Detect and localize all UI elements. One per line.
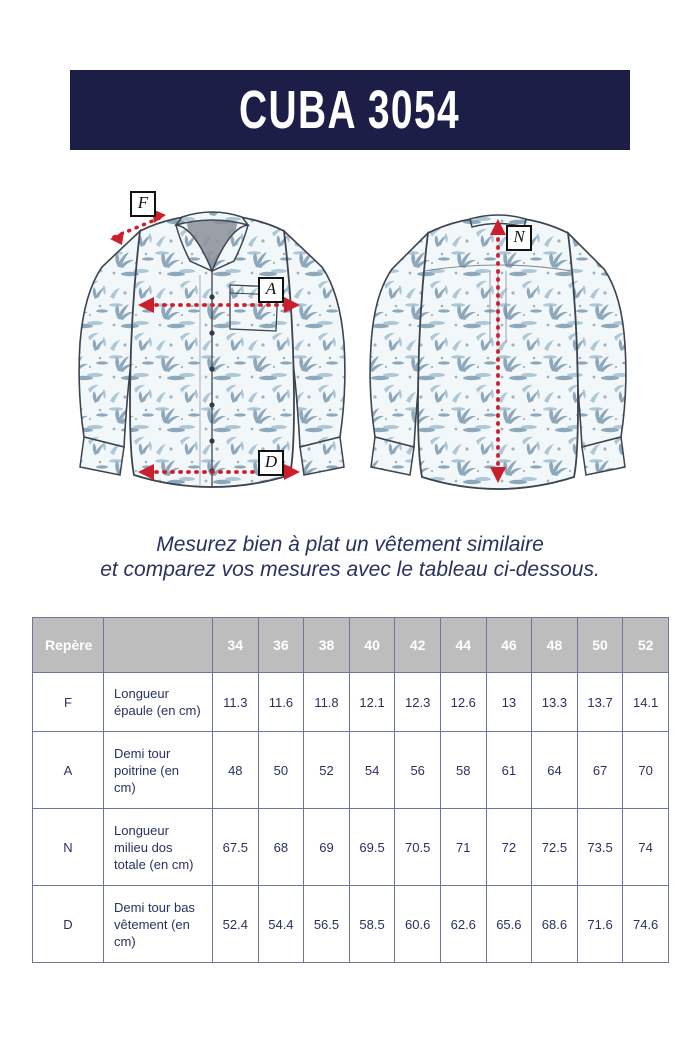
cell-value: 67 [577,732,623,809]
header-size-34: 34 [213,618,259,673]
header-size-48: 48 [532,618,578,673]
garment-illustrations [0,175,700,520]
cell-value: 54.4 [258,886,304,963]
header-row [33,618,669,673]
cell-value: 60.6 [395,886,441,963]
row-description: Longueur milieu dos totale (en cm) [104,809,213,886]
header-description [104,618,213,673]
cell-value: 62.6 [440,886,486,963]
header-size-38: 38 [304,618,350,673]
row-description: Demi tour poitrine (en cm) [104,732,213,809]
cell-value: 12.3 [395,673,441,732]
cell-value: 13 [486,673,532,732]
table-row [33,673,669,732]
marker-label-d: D [258,450,284,476]
cell-value: 69.5 [349,809,395,886]
cell-value: 65.6 [486,886,532,963]
header-repere: Repère [33,618,104,673]
row-marker: D [33,886,104,963]
cell-value: 54 [349,732,395,809]
row-marker: N [33,809,104,886]
cell-value: 12.6 [440,673,486,732]
instruction-line-1: Mesurez bien à plat un vêtement similaire [156,533,544,556]
header-size-44: 44 [440,618,486,673]
table-row [33,732,669,809]
cell-value: 58 [440,732,486,809]
measure-instructions [0,532,700,582]
cell-value: 48 [213,732,259,809]
header-size-52: 52 [623,618,669,673]
cell-value: 13.7 [577,673,623,732]
cell-value: 56 [395,732,441,809]
cell-value: 58.5 [349,886,395,963]
table-row [33,886,669,963]
cell-value: 52.4 [213,886,259,963]
cell-value: 67.5 [213,809,259,886]
page-title: CUBA 3054 [239,80,461,140]
cell-value: 74.6 [623,886,669,963]
cell-value: 71.6 [577,886,623,963]
marker-label-a: A [258,277,284,303]
table-body [33,673,669,963]
instruction-line-2: et comparez vos mesures avec le tableau ci-dessous. [100,558,600,581]
cell-value: 68 [258,809,304,886]
row-marker: A [33,732,104,809]
cell-value: 70.5 [395,809,441,886]
header-size-40: 40 [349,618,395,673]
cell-value: 14.1 [623,673,669,732]
row-marker: F [33,673,104,732]
row-description: Longueur épaule (en cm) [104,673,213,732]
cell-value: 68.6 [532,886,578,963]
cell-value: 74 [623,809,669,886]
cell-value: 73.5 [577,809,623,886]
cell-value: 70 [623,732,669,809]
marker-label-n: N [506,225,532,251]
garment-back-view [358,175,638,515]
cell-value: 69 [304,809,350,886]
cell-value: 52 [304,732,350,809]
header-size-46: 46 [486,618,532,673]
cell-value: 11.3 [213,673,259,732]
table-row [33,809,669,886]
marker-label-f: F [130,191,156,217]
cell-value: 61 [486,732,532,809]
size-chart-table [32,617,669,963]
cell-value: 13.3 [532,673,578,732]
header-size-36: 36 [258,618,304,673]
cell-value: 12.1 [349,673,395,732]
garment-front-view [62,175,362,515]
cell-value: 72.5 [532,809,578,886]
title-banner [70,70,630,150]
cell-value: 56.5 [304,886,350,963]
cell-value: 71 [440,809,486,886]
row-description: Demi tour bas vêtement (en cm) [104,886,213,963]
cell-value: 11.8 [304,673,350,732]
cell-value: 72 [486,809,532,886]
cell-value: 64 [532,732,578,809]
header-size-42: 42 [395,618,441,673]
header-size-50: 50 [577,618,623,673]
table-header [33,618,669,673]
cell-value: 50 [258,732,304,809]
cell-value: 11.6 [258,673,304,732]
